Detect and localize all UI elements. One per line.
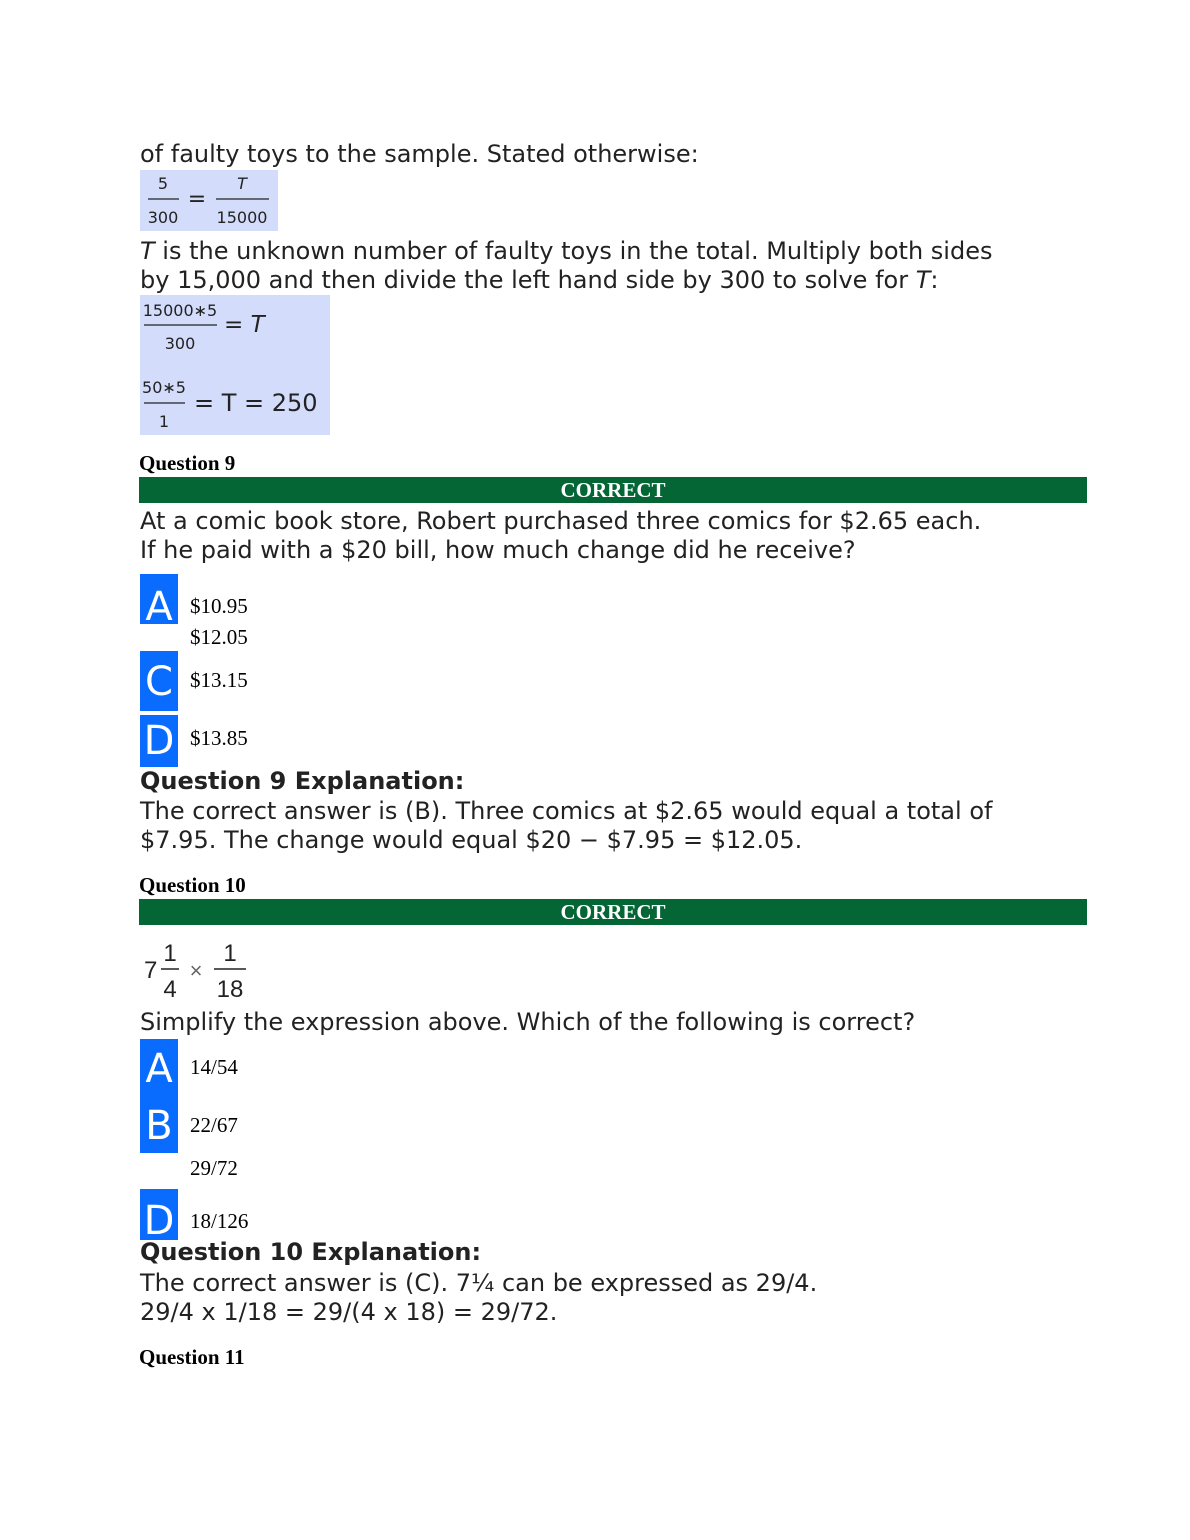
q9-option-c-value[interactable]: $13.15	[190, 668, 248, 692]
eq3-rhs: = T = 250	[194, 389, 318, 417]
eq2-num: 15000∗5	[142, 301, 218, 320]
q10-option-d-value[interactable]: 18/126	[190, 1209, 249, 1233]
q9-expl-line1: The correct answer is (B). Three comics at $2.65 would equal a total of	[140, 797, 993, 825]
q10-expl-line2: 29/4 x 1/18 = 29/(4 x 18) = 29/72.	[140, 1298, 558, 1326]
equation-solution	[140, 295, 330, 435]
eq1-num-left: 5	[157, 174, 169, 193]
q9-option-a-value[interactable]: $10.95	[190, 594, 248, 618]
expr-f2-den: 18	[216, 976, 244, 1003]
q9-explanation-title: Question 9 Explanation:	[140, 767, 465, 795]
q9-option-d-value[interactable]: $13.85	[190, 726, 248, 750]
equation-proportion	[140, 170, 278, 231]
eq1-den-right: 15000	[216, 208, 268, 227]
question-9-label: Question 9	[139, 451, 236, 475]
eq1-den-left: 300	[147, 208, 179, 227]
q9-option-c-badge[interactable]: C	[140, 651, 178, 711]
q10-option-d-badge[interactable]: D	[140, 1189, 178, 1240]
q10-expression	[140, 935, 260, 1005]
var-t: T	[140, 237, 155, 265]
q9-question-text	[140, 507, 1080, 565]
intro-text: of faulty toys to the sample. Stated otherwise:	[140, 140, 699, 168]
question-10-label: Question 10	[139, 873, 246, 897]
expr-times: ×	[189, 958, 203, 983]
eq2-den: 300	[164, 334, 196, 353]
eq1-equals: =	[187, 187, 207, 212]
q9-expl-line2: $7.95. The change would equal $20 − $7.95 = $12.05.	[140, 826, 803, 854]
eq3-num: 50∗5	[142, 378, 186, 397]
para-colon: :	[930, 266, 939, 294]
para-line2: by 15,000 and then divide the left hand side by 300 to solve for	[140, 266, 916, 294]
q9-status-bar: CORRECT	[139, 477, 1087, 503]
expr-whole: 7	[144, 957, 158, 984]
var-t-2: T	[915, 266, 931, 294]
q9-option-b-value[interactable]: $12.05	[190, 625, 248, 649]
q10-explanation-title: Question 10 Explanation:	[140, 1238, 482, 1266]
para-line1: is the unknown number of faulty toys in the total. Multiply both sides	[154, 237, 993, 265]
q10-expl-line1: The correct answer is (C). 7¼ can be expressed as 29/4.	[140, 1269, 818, 1297]
q10-option-a-badge[interactable]: A	[140, 1039, 178, 1097]
eq2-rhs: = T	[224, 312, 265, 338]
q10-status-bar: CORRECT	[139, 899, 1087, 925]
eq1-num-right: T	[237, 174, 247, 193]
q9-text-line1: At a comic book store, Robert purchased three comics for $2.65 each.	[140, 507, 982, 535]
question-11-label: Question 11	[139, 1345, 245, 1369]
expr-f2-num: 1	[223, 940, 237, 967]
q10-option-b-badge[interactable]: B	[140, 1097, 178, 1153]
explanation-paragraph	[140, 237, 1080, 295]
q9-text-line2: If he paid with a $20 bill, how much change did he receive?	[140, 536, 856, 564]
q10-option-b-value[interactable]: 22/67	[190, 1113, 238, 1137]
q9-option-a-badge[interactable]: A	[140, 574, 178, 624]
expr-f1-den: 4	[163, 976, 177, 1003]
q9-explanation-text	[140, 797, 1080, 855]
q10-option-a-value[interactable]: 14/54	[190, 1055, 238, 1079]
eq3-den: 1	[158, 412, 170, 431]
q9-option-d-badge[interactable]: D	[140, 715, 178, 767]
q10-question-text: Simplify the expression above. Which of the following is correct?	[140, 1008, 916, 1036]
q10-option-c-value[interactable]: 29/72	[190, 1156, 238, 1180]
expr-f1-num: 1	[163, 940, 177, 967]
q10-explanation-text	[140, 1269, 1080, 1327]
